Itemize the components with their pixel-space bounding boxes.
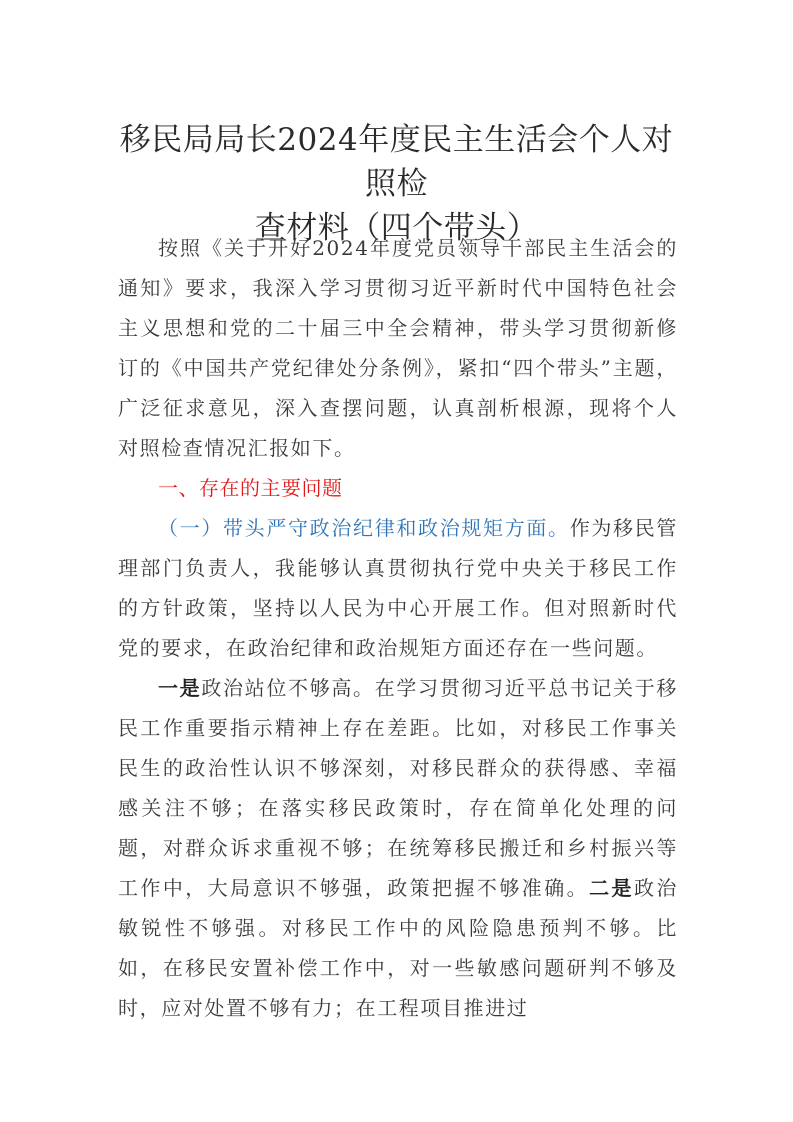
title-line-1: 移民局局长2024年度民主生活会个人对照检	[119, 122, 674, 202]
point-1-text: 政治站位不够高。在学习贯彻习近平总书记关于移民工作重要指示精神上存在差距。比如，对移民工作事关民生的政治性认识不够深刻，对移民群众的获得感、幸福感关注不够；在落实移民政策时，存在简单化处理的问题，对群众诉求重视不够；在统筹移民搬迁和乡村振兴等工作中，大局意识不够强，政策把握不够准确。	[118, 676, 678, 900]
point-2-text: 政治敏锐性不够强。对移民工作中的风险隐患预判不够。比如，在移民安置补偿工作中，对一些敏感问题研判不够及时，应对处置不够有力；在工程项目推进过	[118, 876, 679, 1020]
subsection-heading: （一）带头严守政治纪律和政治规矩方面。	[158, 516, 570, 540]
points-paragraph	[118, 668, 678, 1028]
title-line-2: 查材料（四个带头）	[254, 210, 539, 246]
point-1-lead: 一是	[158, 676, 202, 700]
subsection-text: 作为移民管理部门负责人，我能够认真贯彻执行党中央关于移民工作的方针政策，坚持以人民为中心开展工作。但对照新时代党的要求，在政治纪律和政治规矩方面还存在一些问题。	[118, 516, 678, 660]
subsection-paragraph	[118, 508, 678, 668]
intro-paragraph: 按照《关于开好2024年度党员领导干部民主生活会的通知》要求，我深入学习贯彻习近平新时代中国特色社会主义思想和党的二十届三中全会精神，带头学习贯彻新修订的《中国共产党纪律处分条例》，紧扣“四个带头”主题，广泛征求意见，深入查摆问题，认真剖析根源，现将个人对照检查情况汇报如下。	[118, 236, 678, 460]
section-heading: 一、存在的主要问题	[158, 476, 343, 500]
point-2-lead: 二是	[589, 876, 634, 900]
document-body	[118, 228, 678, 1028]
